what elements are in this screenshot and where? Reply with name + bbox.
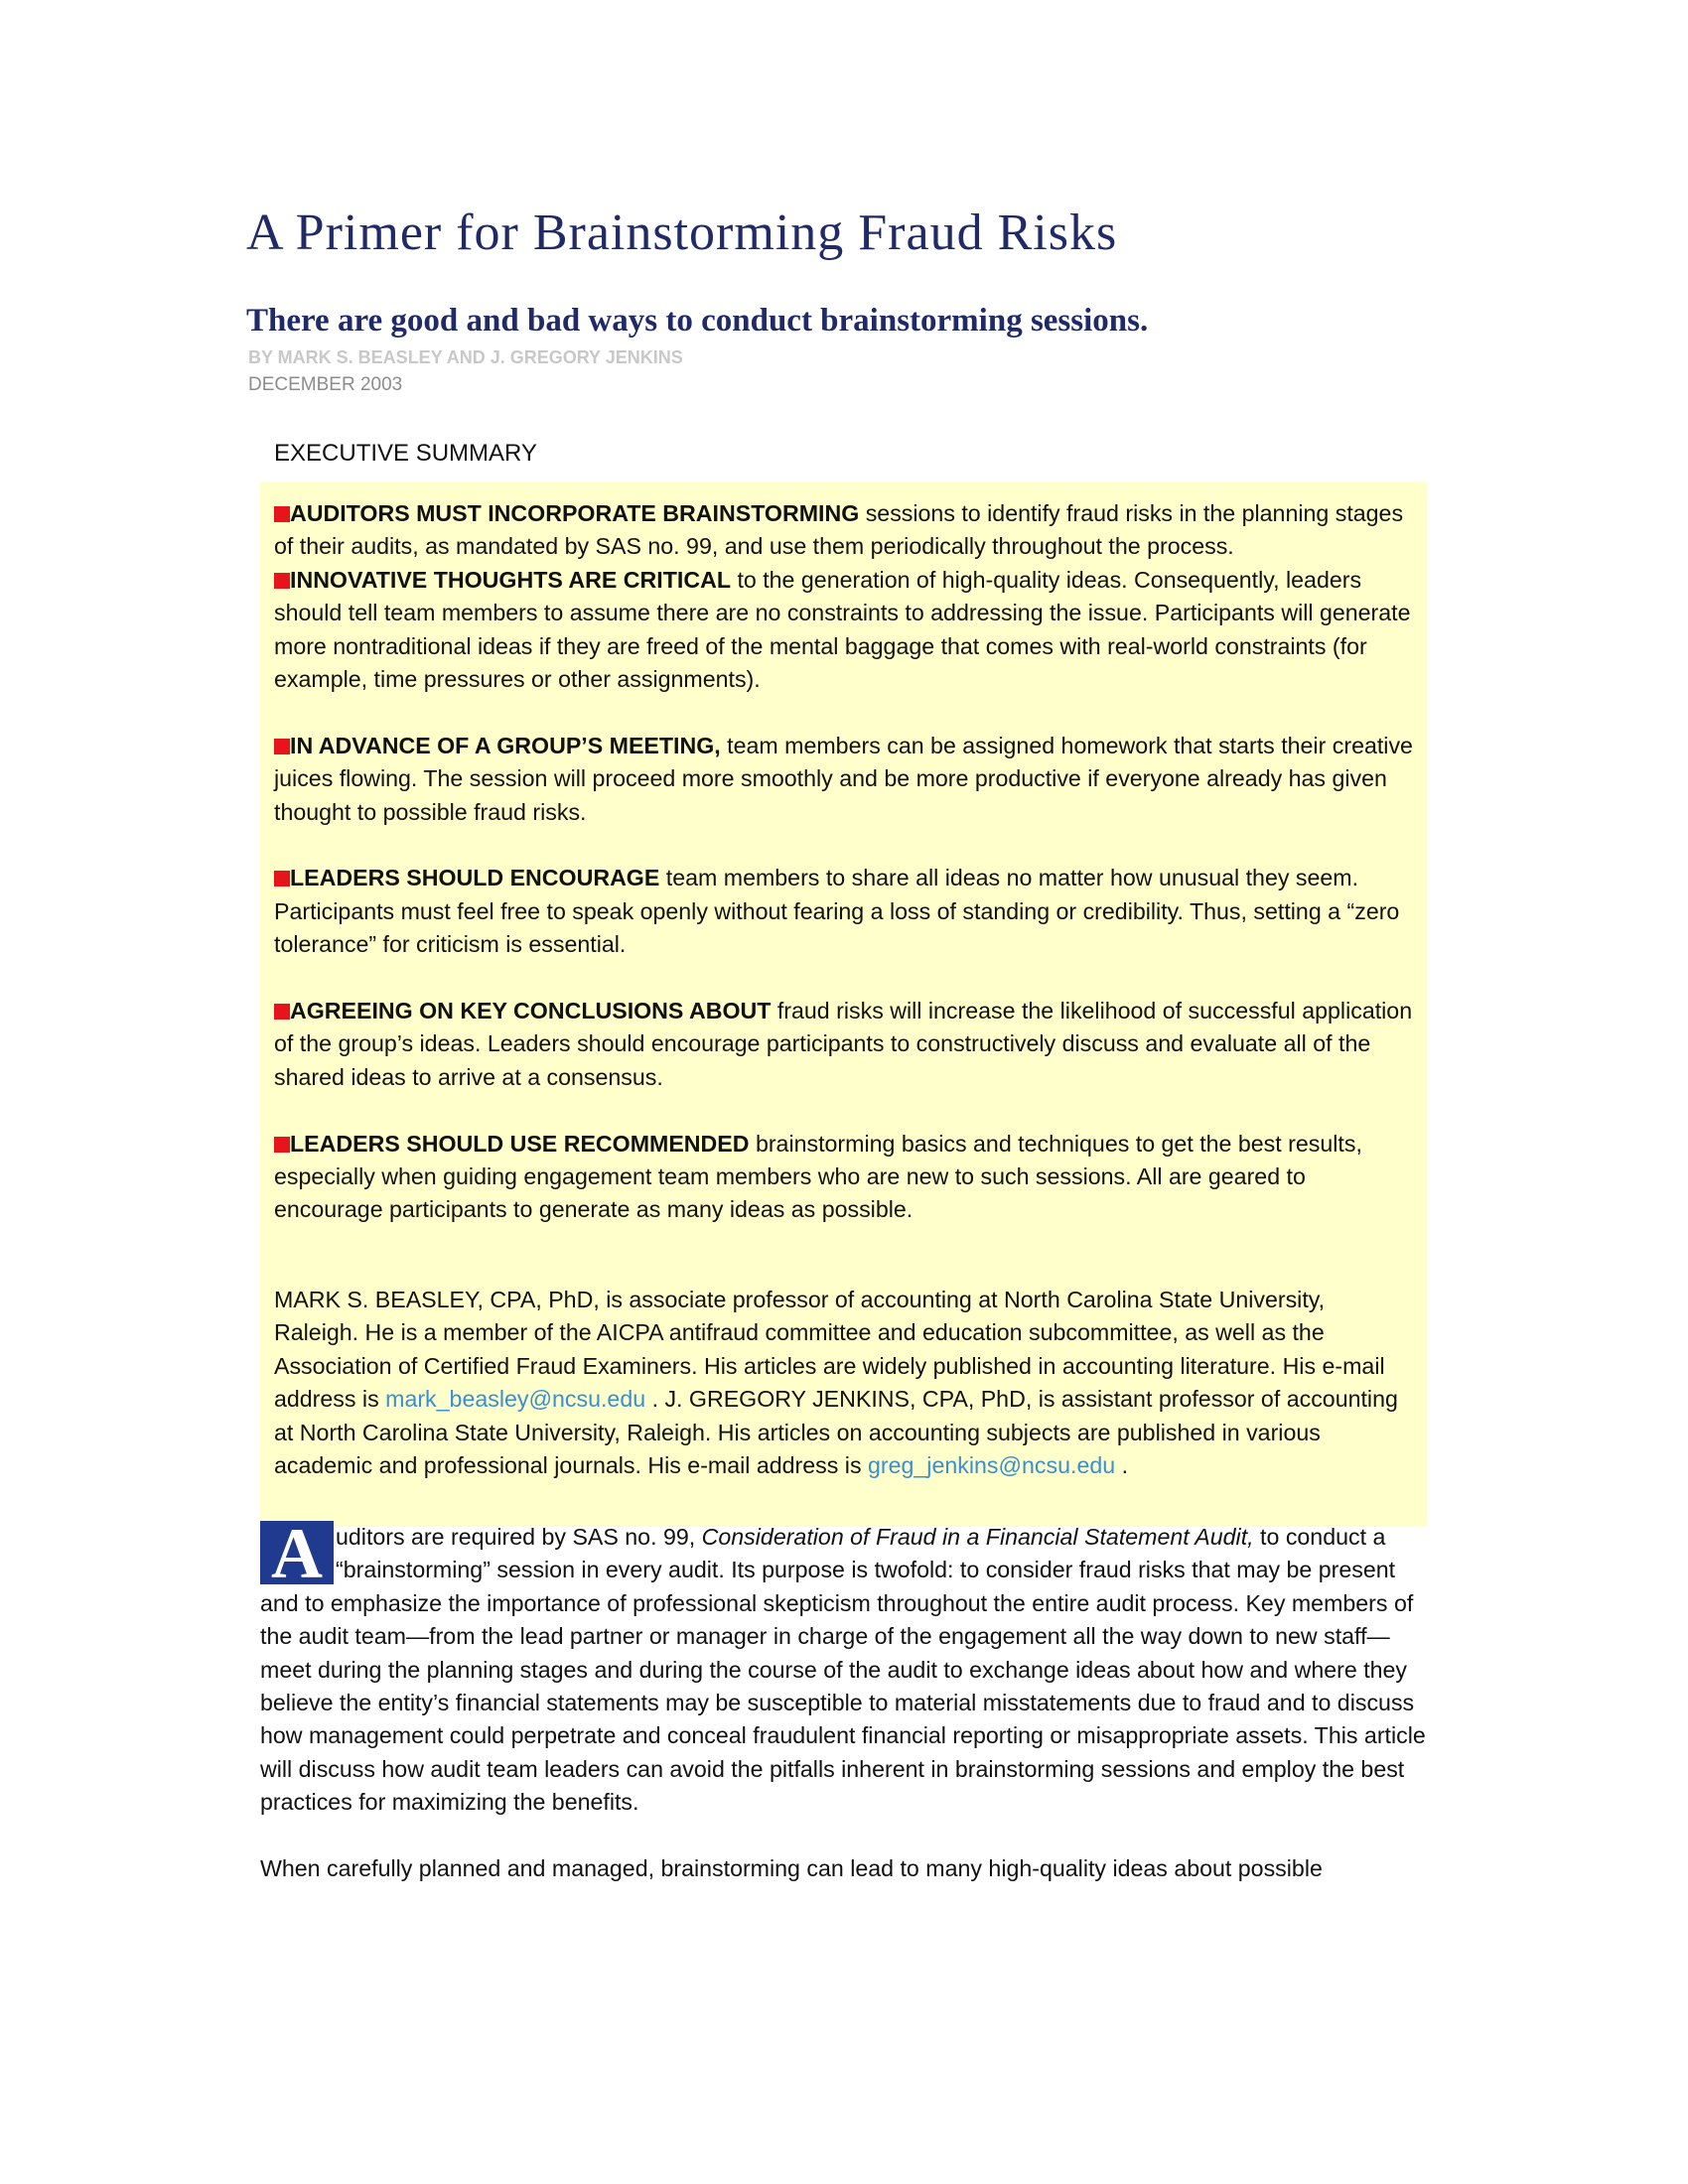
summary-bullet-6 <box>274 1128 1413 1227</box>
bio-text: . <box>1115 1451 1129 1478</box>
article-date: DECEMBER 2003 <box>248 374 403 395</box>
summary-bullet-3 <box>274 730 1413 829</box>
sas-title-italic: Consideration of Fraud in a Financial Statement Audit, <box>701 1524 1254 1550</box>
bullet-lead: IN ADVANCE OF A GROUP’S MEETING, <box>290 732 721 758</box>
bio-text: MARK S. BEASLEY, CPA, PhD, is associate professor of accounting at North Carolina State University, Raleigh. He is a member of the AICPA antifraud committee and education subcommittee, as well as the Association of Certified Fraud Examiners. His articles are widely published in accounting literature. His e-mail address is <box>274 1286 1385 1413</box>
body-paragraph-1 <box>260 1514 1432 1820</box>
bullet-square-icon <box>274 871 290 887</box>
drop-cap-letter: A <box>260 1521 334 1584</box>
bullet-square-icon <box>274 506 290 522</box>
article-subtitle: There are good and bad ways to conduct brainstorming sessions. <box>246 303 1149 339</box>
bullet-text: fraud risks will increase the likelihood of successful application of the group’s ideas. Leaders should encourage participants to constructively discuss and evaluate all of the shared ideas to arrive at a consensus. <box>274 998 1413 1090</box>
summary-bullet-2 <box>274 564 1413 697</box>
executive-summary-box <box>260 481 1427 1527</box>
email-link-jenkins[interactable]: greg_jenkins@ncsu.edu <box>868 1451 1116 1478</box>
body-text: uditors are required by SAS no. 99, <box>336 1524 702 1550</box>
bullet-text: team members to share all ideas no matter how unusual they seem. Participants must feel free to speak openly without fearing a loss of standing or credibility. Thus, setting a “zero tolerance” for criticism is essential. <box>274 865 1400 958</box>
author-bio <box>274 1284 1413 1482</box>
article-byline: BY MARK S. BEASLEY AND J. GREGORY JENKINS <box>248 347 683 367</box>
bullet-text: to the generation of high-quality ideas. Consequently, leaders should tell team members to assume there are no constraints to addressing the issue. Participants will generate more nontraditional ideas if they are freed of the mental baggage that comes with real-world constraints (for example, time pressures or other assignments). <box>274 566 1411 693</box>
summary-bullet-1 <box>274 497 1413 564</box>
bullet-square-icon <box>274 739 290 754</box>
executive-summary-heading: EXECUTIVE SUMMARY <box>274 440 537 467</box>
email-link-beasley[interactable]: mark_beasley@ncsu.edu <box>385 1386 646 1413</box>
bullet-text: sessions to identify fraud risks in the planning stages of their audits, as mandated by SAS no. 99, and use them periodically throughout the process. <box>274 500 1404 560</box>
bullet-text: team members can be assigned homework that starts their creative juices flowing. The session will proceed more smoothly and be more productive if everyone already has given thought to possible fraud risks. <box>274 732 1413 825</box>
bullet-lead: AGREEING ON KEY CONCLUSIONS ABOUT <box>290 998 772 1024</box>
bullet-text: brainstorming basics and techniques to get the best results, especially when guiding engagement team members who are new to such sessions. All are geared to encourage participants to generate as many ideas as possible. <box>274 1130 1362 1223</box>
bullet-lead: AUDITORS MUST INCORPORATE BRAINSTORMING <box>290 500 860 526</box>
body-text: to conduct a “brainstorming” session in every audit. Its purpose is twofold: to consider fraud risks that may be present and to emphasize the importance of professional skepticism throughout the entire audit process. Key members of the audit team—from the lead partner or manager in charge of the engagement all the way down to new staff—meet during the planning stages and during the course of the audit to exchange ideas about how and where they believe the entity’s financial statements may be susceptible to material misstatements due to fraud and to discuss how management could perpetrate and conceal fraudulent financial reporting or misappropriate assets. This article will discuss how audit team leaders can avoid the pitfalls inherent in brainstorming sessions and employ the best practices for maximizing the benefits. <box>260 1524 1426 1816</box>
bullet-square-icon <box>274 573 290 589</box>
bullet-lead: INNOVATIVE THOUGHTS ARE CRITICAL <box>290 566 731 593</box>
article-body <box>260 1514 1432 1919</box>
bullet-lead: LEADERS SHOULD USE RECOMMENDED <box>290 1130 750 1157</box>
article-title: A Primer for Brainstorming Fraud Risks <box>246 205 1118 261</box>
bullet-square-icon <box>274 1137 290 1153</box>
bio-text: . J. GREGORY JENKINS, CPA, PhD, is assistant professor of accounting at North Carolina State University, Raleigh. His articles on accounting subjects are published in various academic and professional journals. His e-mail address is <box>274 1386 1398 1478</box>
summary-bullet-5 <box>274 995 1413 1094</box>
bullet-square-icon <box>274 1004 290 1020</box>
summary-bullet-4 <box>274 862 1413 961</box>
bullet-lead: LEADERS SHOULD ENCOURAGE <box>290 865 660 891</box>
body-paragraph-2: When carefully planned and managed, brainstorming can lead to many high-quality ideas about possible <box>260 1855 1323 1882</box>
